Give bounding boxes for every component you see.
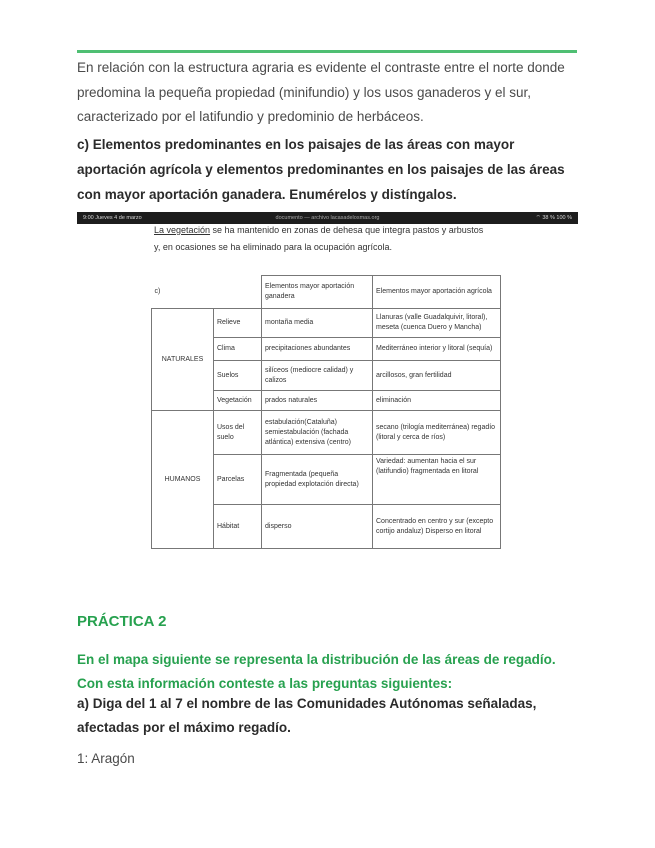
intro-paragraph: En relación con la estructura agraria es evidente el contraste entre el norte donde predomina la pequeña propiedad (minifundio) y los usos ganaderos y el sur, caracterizado por el latifundio y predominio de herbáceos. — [77, 60, 565, 124]
row-label: Relieve — [214, 309, 262, 338]
embedded-screenshot — [77, 212, 578, 559]
cell-ganadera: prados naturales — [262, 391, 373, 411]
cell-ganadera: estabulación(Cataluña) semiestabulación (fachada atlántica) extensiva (centro) — [262, 411, 373, 455]
practica-intro: En el mapa siguiente se representa la distribución de las áreas de regadío. Con esta información conteste a las preguntas siguientes: — [77, 652, 556, 691]
vegetation-link[interactable]: La vegetación — [154, 225, 211, 235]
document-page — [77, 224, 578, 559]
cell-ganadera: precipitaciones abundantes — [262, 338, 373, 361]
row-label: Parcelas — [214, 455, 262, 505]
group-naturales: NATURALES — [152, 309, 214, 411]
cell-ganadera: Fragmentada (pequeña propiedad explotación directa) — [262, 455, 373, 505]
group-humanos: HUMANOS — [152, 411, 214, 549]
row-label: Usos del suelo — [214, 411, 262, 455]
row-label: Clima — [214, 338, 262, 361]
vegetation-line-2: y, en ocasiones se ha eliminado para la ocupación agrícola. — [154, 242, 392, 252]
table-corner: c) — [154, 287, 161, 295]
section-divider — [77, 50, 577, 53]
cell-ganadera: silíceos (mediocre calidad) y calizos — [262, 361, 373, 391]
header-ganadera: Elementos mayor aportación ganadera — [262, 276, 373, 309]
status-time: 9:00 Jueves 4 de marzo — [83, 215, 142, 221]
cell-agricola: secano (trilogía mediterránea) regadío (litoral y cerca de ríos) — [373, 411, 501, 455]
header-agricola: Elementos mayor aportación agrícola — [373, 276, 501, 309]
vegetation-line: La vegetación se ha mantenido en zonas de dehesa que integra pastos y arbustos — [154, 225, 484, 235]
cell-agricola: Llanuras (valle Guadalquivir, litoral), meseta (cuenca Duero y Mancha) — [373, 309, 501, 338]
cell-agricola: arcillosos, gran fertilidad — [373, 361, 501, 391]
row-label: Vegetación — [214, 391, 262, 411]
cell-agricola: Concentrado en centro y sur (excepto cortijo andaluz) Disperso en litoral — [373, 505, 501, 549]
cell-ganadera: montaña media — [262, 309, 373, 338]
row-label: Hábitat — [214, 505, 262, 549]
comparison-table — [151, 275, 501, 549]
cell-agricola: Variedad: aumentan hacia el sur (latifundio) fragmentada en litoral — [373, 455, 501, 505]
practica-title: PRÁCTICA 2 — [77, 613, 167, 630]
cell-agricola: Mediterráneo interior y litoral (sequía) — [373, 338, 501, 361]
cell-ganadera: disperso — [262, 505, 373, 549]
cell-agricola: eliminación — [373, 391, 501, 411]
question-c: c) Elementos predominantes en los paisajes de las áreas con mayor aportación agrícola y elementos predominantes en los paisajes de las áreas con mayor aportación ganadera. Enumérelos y distíngalos. — [77, 137, 565, 202]
tablet-status-bar — [77, 212, 578, 224]
status-url: documento — archivo lacasadelosmas.org — [275, 215, 380, 221]
status-battery: ⌔ 38 % 100 % — [535, 215, 572, 221]
row-label: Suelos — [214, 361, 262, 391]
answer-1: 1: Aragón — [77, 751, 135, 766]
question-a: a) Diga del 1 al 7 el nombre de las Comunidades Autónomas señaladas, afectadas por el máximo regadío. — [77, 696, 537, 735]
